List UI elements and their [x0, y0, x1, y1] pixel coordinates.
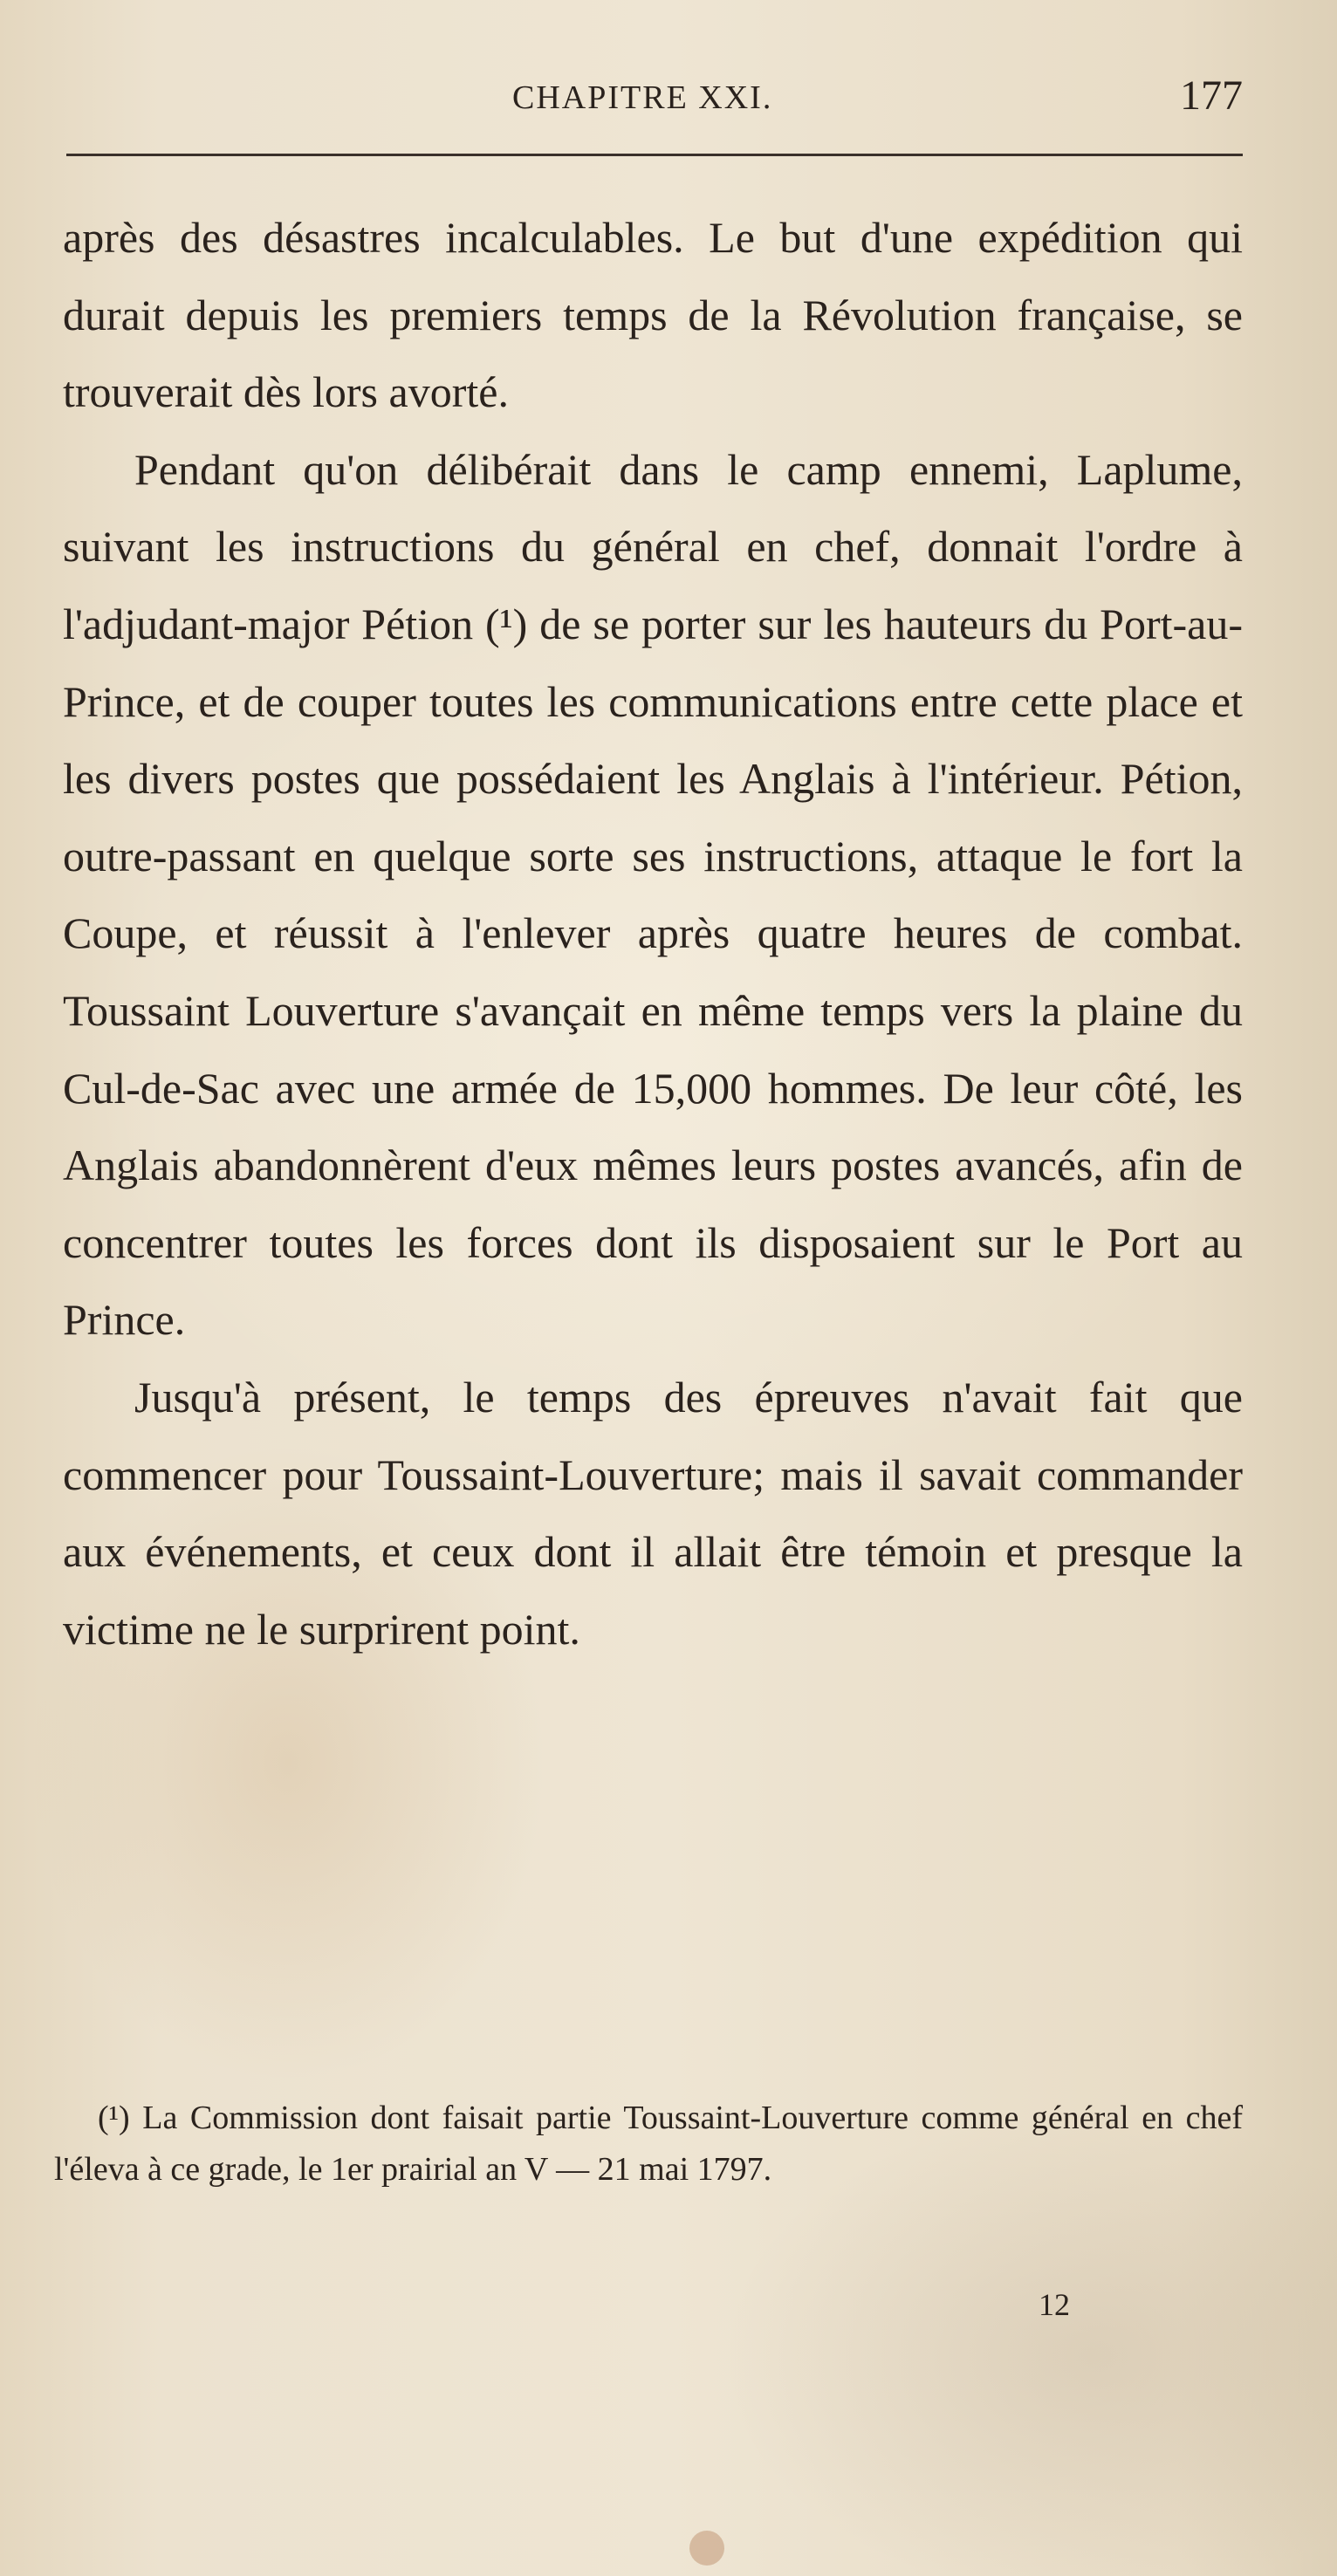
- paragraph-2: Pendant qu'on délibérait dans le camp ennemi, Laplume, suivant les instructions du général en chef, donnait l'ordre à l'adjudant-major Pétion (¹) de se porter sur les hauteurs du Port-au-Prince, et de couper toutes les communications entre cette place et les divers postes que possédaient les Anglais à l'intérieur. Pétion, outre-passant en quelque sorte ses instructions, attaque le fort la Coupe, et réussit à l'enlever après quatre heures de combat. Toussaint Louverture s'avançait en même temps vers la plaine du Cul-de-Sac avec une armée de 15,000 hommes. De leur côté, les Anglais abandonnèrent d'eux mêmes leurs postes avancés, afin de concentrer toutes les forces dont ils disposaient sur le Port au Prince.: [63, 444, 1243, 1345]
- ink-stain: [689, 2531, 724, 2566]
- paragraph-1: après des désastres incalculables. Le but d'une expédition qui durait depuis les premiers temps de la Révolution française, se trouverait dès lors avorté.: [63, 213, 1243, 417]
- footnotes: [54, 2093, 1243, 2196]
- footnote-1: (¹) La Commission dont faisait partie Toussaint-Louverture comme général en chef l'éleva à ce grade, le 1er prairial an V — 21 mai 1797.: [54, 2100, 1243, 2188]
- signature-mark: 12: [1039, 2287, 1070, 2322]
- page-number: 177: [1180, 72, 1243, 119]
- running-head: CHAPITRE XXI.: [512, 79, 773, 116]
- header-rule: [66, 154, 1243, 156]
- page-header: [63, 72, 1243, 133]
- body-text: [63, 199, 1243, 1668]
- paragraph-3: Jusqu'à présent, le temps des épreuves n'avait fait que commencer pour Toussaint-Louverture; mais il savait commander aux événements, et ceux dont il allait être témoin et presque la victime ne le surprirent point.: [63, 1372, 1243, 1654]
